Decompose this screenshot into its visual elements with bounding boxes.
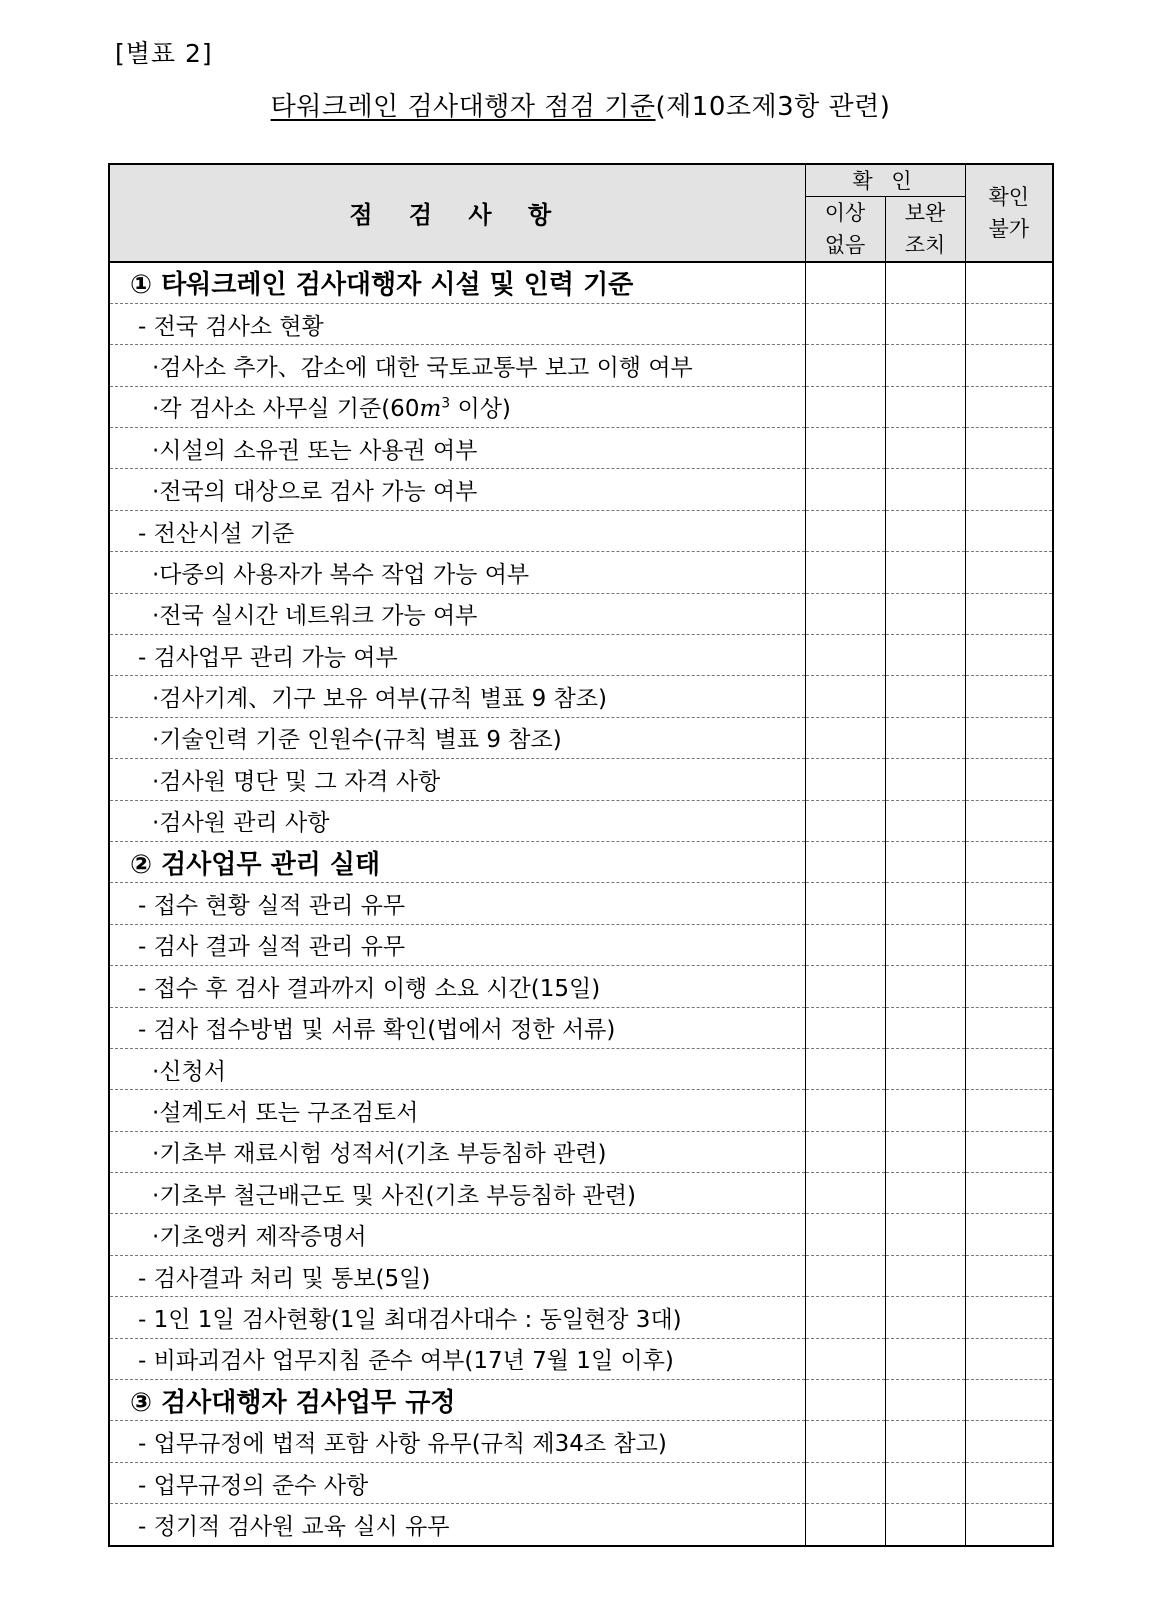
unverifiable-cell[interactable] [965,635,1053,676]
unverifiable-cell[interactable] [965,676,1053,717]
check-item-text [109,1504,805,1546]
check-item-text [109,1297,805,1338]
unverifiable-cell[interactable] [965,924,1053,965]
unverifiable-cell[interactable] [965,469,1053,510]
section-heading [109,262,805,304]
item-label: ·기초부 철근배근도 및 사진(기초 부등침하 관련) [152,1182,636,1209]
item-label: ·기술인력 기준 인원수(규칙 별표 9 참조) [152,727,562,754]
checklist-row [109,593,1053,634]
checklist-row [109,469,1053,510]
inspection-checklist-table [108,163,1054,1547]
checklist-row [109,552,1053,593]
item-label: ·설계도서 또는 구조검토서 [152,1100,419,1126]
title-main: 타워크레인 검사대행자 점검 기준 [270,92,656,122]
unverifiable-cell[interactable] [965,759,1053,800]
unverifiable-cell[interactable] [965,1131,1053,1172]
section-heading [109,841,805,882]
item-label: - 접수 현황 실적 관리 유무 [138,893,406,920]
check-item-text [109,552,805,593]
item-label: - 비파괴검사 업무지침 준수 여부(17년 7월 1일 이후) [138,1348,674,1375]
no-issue-cell[interactable] [805,1504,885,1546]
corrective-action-cell[interactable] [885,883,965,924]
corrective-action-cell[interactable] [885,469,965,510]
unverifiable-cell[interactable] [965,593,1053,634]
table-header [109,164,1053,262]
no-issue-cell[interactable] [805,883,885,924]
no-issue-cell[interactable] [805,386,885,427]
check-item-text [109,883,805,924]
corrective-action-cell[interactable] [885,593,965,634]
no-issue-cell[interactable] [805,717,885,758]
unverifiable-cell[interactable] [965,1048,1053,1089]
item-label: ·신청서 [152,1058,226,1085]
item-label: ·기초부 재료시험 성적서(기초 부등침하 관련) [152,1141,607,1168]
checklist-row [109,1131,1053,1172]
no-issue-cell[interactable] [805,759,885,800]
corrective-action-cell[interactable] [885,1255,965,1296]
item-label: - 검사 접수방법 및 서류 확인(법에서 정한 서류) [138,1017,616,1044]
check-item-text [109,759,805,800]
unverifiable-cell[interactable] [965,800,1053,841]
unverifiable-cell[interactable] [965,1090,1053,1131]
no-issue-cell[interactable] [805,1214,885,1255]
check-item-text [109,1255,805,1296]
unverifiable-cell[interactable] [965,303,1053,344]
check-item-text [109,800,805,841]
item-label: ·각 검사소 사무실 기준(60 [152,396,420,423]
unverifiable-cell[interactable] [965,262,1053,304]
check-item-text [109,1131,805,1172]
checklist-row [109,1090,1053,1131]
check-item-text [109,1462,805,1503]
unit-exponent: 3 [441,395,451,412]
check-item-text [109,1090,805,1131]
check-item-text [109,303,805,344]
corrective-action-cell[interactable] [885,262,965,304]
header-no-issue-line1: 이상 [824,200,866,225]
item-label: ·검사원 명단 및 그 자격 사항 [152,768,441,795]
check-item-text [109,1173,805,1214]
no-issue-cell[interactable] [805,593,885,634]
item-label: - 검사결과 처리 및 통보(5일) [138,1265,431,1292]
check-item-text [109,428,805,469]
item-label: ·전국의 대상으로 검사 가능 여부 [152,479,478,506]
unverifiable-cell[interactable] [965,1421,1053,1462]
corrective-action-cell[interactable] [885,966,965,1007]
corrective-action-cell[interactable] [885,924,965,965]
no-issue-cell[interactable] [805,841,885,882]
section-row [109,262,1053,304]
no-issue-cell[interactable] [805,800,885,841]
corrective-action-cell[interactable] [885,1297,965,1338]
unverifiable-cell[interactable] [965,1007,1053,1048]
item-label: ·검사기계、기구 보유 여부(규칙 별표 9 참조) [152,686,607,713]
item-label: ·검사소 추가、감소에 대한 국토교통부 보고 이행 여부 [152,354,693,381]
check-item-text [109,1048,805,1089]
header-action-line2: 조치 [904,232,946,257]
corrective-action-cell[interactable] [885,717,965,758]
unverifiable-cell[interactable] [965,1462,1053,1503]
no-issue-cell[interactable] [805,1462,885,1503]
header-unverifiable-line2: 불가 [988,216,1030,241]
no-issue-cell[interactable] [805,1131,885,1172]
item-label: - 업무규정의 준수 사항 [138,1472,369,1499]
checklist-row [109,717,1053,758]
item-label: - 접수 후 검사 결과까지 이행 소요 시간(15일) [138,975,601,1002]
item-label: - 전국 검사소 현황 [138,313,324,340]
item-label: ·전국 실시간 네트워크 가능 여부 [152,603,478,630]
checklist-row [109,510,1053,551]
check-item-text [109,924,805,965]
corrective-action-cell[interactable] [885,1090,965,1131]
annex-label: [별표 2] [115,39,213,68]
title-suffix: (제10조제3항 관련) [655,92,891,122]
corrective-action-cell[interactable] [885,1421,965,1462]
corrective-action-cell[interactable] [885,345,965,386]
unverifiable-cell[interactable] [965,428,1053,469]
item-label: ② 검사업무 관리 실태 [130,849,381,880]
document-title [0,86,1161,123]
no-issue-cell[interactable] [805,1173,885,1214]
unit-symbol: m [419,396,442,423]
header-action-line1: 보완 [904,200,946,225]
check-item-text [109,386,805,427]
check-item-text [109,510,805,551]
corrective-action-cell[interactable] [885,510,965,551]
corrective-action-cell[interactable] [885,1380,965,1421]
unverifiable-cell[interactable] [965,1173,1053,1214]
no-issue-cell[interactable] [805,1380,885,1421]
no-issue-cell[interactable] [805,1421,885,1462]
corrective-action-cell[interactable] [885,1462,965,1503]
checklist-row [109,1297,1053,1338]
check-item-text [109,1338,805,1379]
check-item-text [109,593,805,634]
unverifiable-cell[interactable] [965,717,1053,758]
no-issue-cell[interactable] [805,552,885,593]
checklist-row [109,676,1053,717]
checklist-row [109,883,1053,924]
unverifiable-cell[interactable] [965,1338,1053,1379]
check-item-text [109,1421,805,1462]
corrective-action-cell[interactable] [885,841,965,882]
item-label: - 검사업무 관리 가능 여부 [138,644,398,671]
corrective-action-cell[interactable] [885,1214,965,1255]
checklist-row [109,428,1053,469]
corrective-action-cell[interactable] [885,1048,965,1089]
checklist-row [109,386,1053,427]
checklist-row [109,1048,1053,1089]
checklist-row [109,966,1053,1007]
checklist-row [109,1421,1053,1462]
item-label: - 업무규정에 법적 포함 사항 유무(규칙 제34조 참고) [138,1431,667,1458]
no-issue-cell[interactable] [805,510,885,551]
check-item-text [109,966,805,1007]
corrective-action-cell[interactable] [885,303,965,344]
header-inspection-items: 점 검 사 항 [109,164,805,262]
no-issue-cell[interactable] [805,966,885,1007]
unverifiable-cell[interactable] [965,1504,1053,1546]
checklist-row [109,303,1053,344]
item-label: ·시설의 소유권 또는 사용권 여부 [152,437,478,464]
no-issue-cell[interactable] [805,262,885,304]
no-issue-cell[interactable] [805,924,885,965]
header-unverifiable [965,164,1053,262]
item-label: ·기초앵커 제작증명서 [152,1224,367,1251]
corrective-action-cell[interactable] [885,800,965,841]
item-label: ·검사원 관리 사항 [152,810,330,837]
unverifiable-cell[interactable] [965,552,1053,593]
corrective-action-cell[interactable] [885,1504,965,1546]
section-heading [109,1380,805,1421]
corrective-action-cell[interactable] [885,428,965,469]
unverifiable-cell[interactable] [965,883,1053,924]
unverifiable-cell[interactable] [965,841,1053,882]
check-item-text [109,717,805,758]
header-corrective-action [885,196,965,262]
unverifiable-cell[interactable] [965,386,1053,427]
section-row [109,841,1053,882]
check-item-text [109,635,805,676]
unverifiable-cell[interactable] [965,510,1053,551]
unverifiable-cell[interactable] [965,1297,1053,1338]
checklist-row [109,635,1053,676]
item-label: - 정기적 검사원 교육 실시 유무 [138,1513,450,1540]
no-issue-cell[interactable] [805,428,885,469]
no-issue-cell[interactable] [805,469,885,510]
corrective-action-cell[interactable] [885,1173,965,1214]
unverifiable-cell[interactable] [965,966,1053,1007]
corrective-action-cell[interactable] [885,676,965,717]
checklist-row [109,1007,1053,1048]
no-issue-cell[interactable] [805,1090,885,1131]
no-issue-cell[interactable] [805,1007,885,1048]
corrective-action-cell[interactable] [885,759,965,800]
table-body [109,262,1053,1546]
check-item-text [109,676,805,717]
corrective-action-cell[interactable] [885,635,965,676]
check-item-text [109,345,805,386]
item-label: - 전산시설 기준 [138,520,295,547]
checklist-row [109,1214,1053,1255]
header-unverifiable-line1: 확인 [988,184,1030,209]
corrective-action-cell[interactable] [885,552,965,593]
no-issue-cell[interactable] [805,303,885,344]
no-issue-cell[interactable] [805,1338,885,1379]
no-issue-cell[interactable] [805,676,885,717]
header-confirm: 확 인 [805,164,965,196]
item-label: - 검사 결과 실적 관리 유무 [138,934,406,961]
unverifiable-cell[interactable] [965,1214,1053,1255]
item-label: ·다중의 사용자가 복수 작업 가능 여부 [152,561,530,588]
unverifiable-cell[interactable] [965,345,1053,386]
checklist-row [109,1462,1053,1503]
checklist-row [109,1173,1053,1214]
no-issue-cell[interactable] [805,1297,885,1338]
no-issue-cell[interactable] [805,1255,885,1296]
checklist-row [109,759,1053,800]
checklist-row [109,1504,1053,1546]
item-label: - 1인 1일 검사현황(1일 최대검사대수 : 동일현장 3대) [138,1306,682,1333]
header-no-issue [805,196,885,262]
unverifiable-cell[interactable] [965,1380,1053,1421]
check-item-text [109,469,805,510]
check-item-text [109,1007,805,1048]
corrective-action-cell[interactable] [885,1338,965,1379]
checklist-row [109,800,1053,841]
no-issue-cell[interactable] [805,635,885,676]
no-issue-cell[interactable] [805,345,885,386]
corrective-action-cell[interactable] [885,386,965,427]
checklist-row [109,1338,1053,1379]
checklist-row [109,1255,1053,1296]
checklist-row [109,345,1053,386]
checklist-row [109,924,1053,965]
check-item-text [109,1214,805,1255]
section-row [109,1380,1053,1421]
no-issue-cell[interactable] [805,1048,885,1089]
corrective-action-cell[interactable] [885,1007,965,1048]
item-label: ① 타워크레인 검사대행자 시설 및 인력 기준 [130,270,634,301]
header-no-issue-line2: 없음 [824,232,866,257]
unverifiable-cell[interactable] [965,1255,1053,1296]
item-label: ③ 검사대행자 검사업무 규정 [130,1387,456,1418]
item-label-suffix: 이상) [450,396,511,423]
corrective-action-cell[interactable] [885,1131,965,1172]
